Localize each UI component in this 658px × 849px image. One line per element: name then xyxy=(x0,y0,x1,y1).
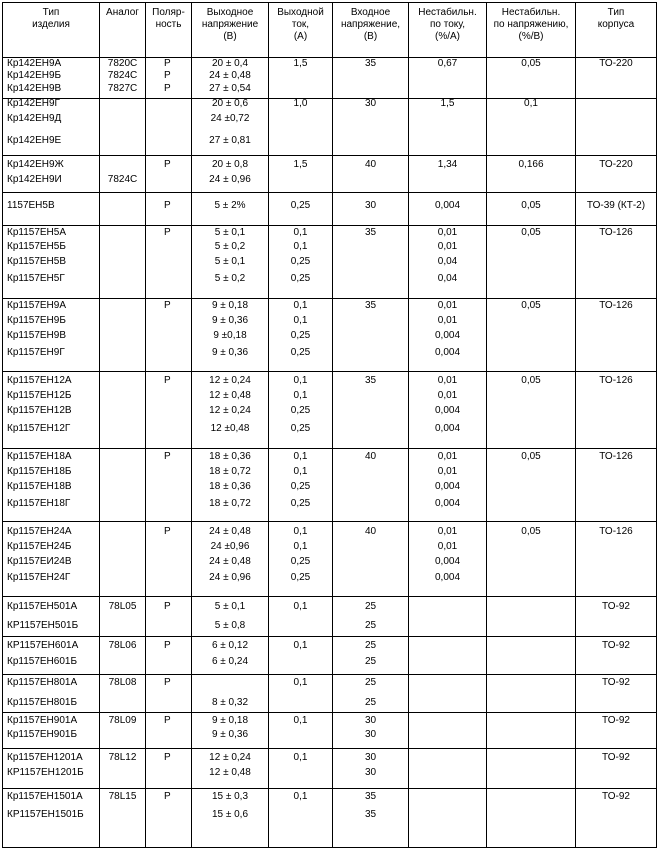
cell-polarity: Р xyxy=(164,70,171,81)
cell-polarity: Р xyxy=(164,791,171,802)
cell-analog: 78L12 xyxy=(108,752,137,763)
cell-vout: 24 ± 0,96 xyxy=(209,572,251,583)
cell-vout: 9 ±0,18 xyxy=(213,330,247,341)
cell-package: ТО-126 xyxy=(599,227,633,238)
cell-vout: 9 ± 0,18 xyxy=(211,300,249,311)
cell-load-reg: 0,004 xyxy=(434,498,461,509)
cell-type: Кр1157ЕН18Б xyxy=(7,466,72,477)
cell-vout: 20 ± 0,6 xyxy=(211,98,249,109)
cell-vin: 25 xyxy=(364,640,377,651)
cell-type: 1157ЕН5В xyxy=(7,200,55,211)
cell-iout: 0,1 xyxy=(293,601,308,612)
cell-line-reg: 0,166 xyxy=(518,159,544,170)
cell-load-reg: 0,67 xyxy=(437,58,458,69)
cell-load-reg: 0,01 xyxy=(437,375,458,386)
cell-type: Кр142ЕН9Ж xyxy=(7,159,64,170)
cell-vout: 12 ± 0,24 xyxy=(209,375,251,386)
cell-vin: 25 xyxy=(364,620,377,631)
cell-vout: 5 ± 0,1 xyxy=(214,601,246,612)
cell-iout: 0,25 xyxy=(290,481,311,492)
cell-package: ТО-92 xyxy=(602,601,630,612)
group-border-12 xyxy=(2,748,657,749)
cell-polarity: Р xyxy=(164,300,171,311)
cell-vin: 30 xyxy=(364,729,377,740)
cell-line-reg: 0,05 xyxy=(521,375,541,386)
cell-vout: 20 ± 0,4 xyxy=(211,58,249,69)
header-line: Выходной xyxy=(277,7,324,18)
cell-iout: 0,1 xyxy=(293,227,308,238)
cell-load-reg: 0,04 xyxy=(437,273,458,284)
cell-polarity: Р xyxy=(164,715,171,726)
header-line: (В) xyxy=(223,31,237,42)
cell-type: Кр142ЕН9И xyxy=(7,174,62,185)
cell-polarity: Р xyxy=(164,752,171,763)
cell-load-reg: 0,01 xyxy=(437,315,458,326)
cell-load-reg: 0,004 xyxy=(434,572,461,583)
cell-iout: 0,1 xyxy=(293,715,308,726)
cell-polarity: Р xyxy=(164,83,171,94)
cell-line-reg: 0,05 xyxy=(521,58,541,69)
header-line: (%/А) xyxy=(435,31,460,42)
cell-vin: 35 xyxy=(364,58,377,69)
cell-iout: 0,25 xyxy=(290,572,311,583)
cell-vin: 30 xyxy=(364,767,377,778)
cell-type: Кр142ЕН9В xyxy=(7,83,62,94)
column-line-9 xyxy=(656,2,657,848)
cell-type: Кр1157ЕН1501А xyxy=(7,791,83,802)
column-line-2 xyxy=(145,2,146,848)
header-line: (В) xyxy=(363,31,378,42)
cell-analog: 78L06 xyxy=(108,640,137,651)
cell-iout: 0,1 xyxy=(293,300,308,311)
cell-load-reg: 0,004 xyxy=(434,330,461,341)
cell-type: Кр1157ЕН24А xyxy=(7,526,72,537)
cell-vin: 35 xyxy=(364,809,377,820)
cell-vout: 6 ± 0,12 xyxy=(211,640,249,651)
cell-type: Кр1157ЕН5В xyxy=(7,256,67,267)
cell-vout: 27 ± 0,81 xyxy=(209,135,251,146)
cell-type: Кр1157ЕН9А xyxy=(7,300,67,311)
cell-type: Кр142ЕН9Г xyxy=(7,98,60,109)
cell-iout: 0,1 xyxy=(293,390,308,401)
cell-type: Кр1157ЕН12А xyxy=(7,375,72,386)
cell-iout: 0,1 xyxy=(293,466,308,477)
cell-vout: 9 ± 0,36 xyxy=(211,315,249,326)
cell-package: ТО-220 xyxy=(599,159,633,170)
cell-analog: 78L15 xyxy=(108,791,137,802)
header-line: Тип xyxy=(607,7,625,18)
cell-analog: 78L05 xyxy=(108,601,137,612)
cell-type: КР1157ЕН1501Б xyxy=(7,809,84,820)
cell-iout: 0,25 xyxy=(290,256,311,267)
cell-load-reg: 0,01 xyxy=(437,390,458,401)
header-cell-8 xyxy=(576,7,656,31)
cell-iout: 0,1 xyxy=(293,541,308,552)
column-line-0 xyxy=(2,2,3,848)
cell-package: ТО-126 xyxy=(599,375,633,386)
header-cell-1 xyxy=(100,7,145,19)
cell-type: Кр1157ЕН5Г xyxy=(7,273,65,284)
cell-type: Кр1157ЕН5Б xyxy=(7,241,66,252)
cell-package: ТО-126 xyxy=(599,300,633,311)
cell-iout: 0,1 xyxy=(293,315,308,326)
cell-package: ТО-220 xyxy=(599,58,633,69)
cell-type: Кр1157ЕН801Б xyxy=(7,697,78,708)
header-line: напряжение, xyxy=(340,19,401,30)
cell-vin: 40 xyxy=(364,451,377,462)
cell-vout: 5 ± 0,2 xyxy=(214,241,246,252)
cell-type: Кр1157ЕН5А xyxy=(7,227,67,238)
cell-polarity: Р xyxy=(164,58,171,69)
cell-package: ТО-92 xyxy=(602,791,630,802)
cell-analog: 7824С xyxy=(107,174,138,185)
cell-vout: 9 ± 0,18 xyxy=(211,715,249,726)
cell-vout: 5 ± 0,8 xyxy=(214,620,246,631)
cell-iout: 0,25 xyxy=(290,330,311,341)
group-border-8 xyxy=(2,596,657,597)
cell-vout: 12 ± 0,24 xyxy=(209,405,251,416)
cell-vout: 12 ± 0,48 xyxy=(209,390,251,401)
header-cell-4 xyxy=(269,7,332,43)
cell-analog: 7820С xyxy=(107,58,138,69)
header-cell-0 xyxy=(3,7,99,31)
cell-polarity: Р xyxy=(164,601,171,612)
cell-iout: 0,25 xyxy=(290,405,311,416)
group-border-2 xyxy=(2,192,657,193)
cell-type: Кр1157ЕН801А xyxy=(7,677,78,688)
cell-vout: 18 ± 0,36 xyxy=(209,481,251,492)
cell-type: Кр1157ЕН501А xyxy=(7,601,78,612)
cell-iout: 0,25 xyxy=(290,556,311,567)
cell-load-reg: 1,34 xyxy=(437,159,458,170)
cell-type: Кр1157ЕН901Б xyxy=(7,729,78,740)
header-line: (%/В) xyxy=(518,31,544,42)
cell-iout: 0,1 xyxy=(293,677,308,688)
header-cell-6 xyxy=(409,7,486,43)
header-line: изделия xyxy=(32,19,70,30)
cell-line-reg: 0,05 xyxy=(521,451,541,462)
group-border-14 xyxy=(2,847,657,848)
cell-type: Кр1157ЕН12Б xyxy=(7,390,72,401)
group-border-4 xyxy=(2,298,657,299)
cell-vin: 35 xyxy=(364,375,377,386)
group-border-5 xyxy=(2,371,657,372)
cell-type: Кр142ЕН9А xyxy=(7,58,62,69)
cell-vin: 35 xyxy=(364,300,377,311)
cell-type: Кр1157ЕН18А xyxy=(7,451,72,462)
cell-iout: 0,25 xyxy=(290,498,311,509)
header-line: Тип xyxy=(42,7,60,18)
cell-vout: 24 ± 0,48 xyxy=(209,556,251,567)
cell-load-reg: 0,004 xyxy=(434,200,461,211)
header-line: Нестабильн. xyxy=(418,7,477,18)
cell-line-reg: 0,1 xyxy=(524,98,538,109)
cell-load-reg: 1,5 xyxy=(440,98,455,109)
cell-type: КР1157ЕН601А xyxy=(7,640,79,651)
cell-type: Кр1157ЕН601Б xyxy=(7,656,78,667)
cell-load-reg: 0,01 xyxy=(437,241,458,252)
cell-iout: 1,5 xyxy=(293,58,308,69)
cell-vin: 35 xyxy=(364,791,377,802)
cell-load-reg: 0,01 xyxy=(437,300,458,311)
cell-vout: 5 ± 0,1 xyxy=(214,256,246,267)
cell-polarity: Р xyxy=(164,375,171,386)
cell-vout: 24 ± 0,48 xyxy=(209,526,251,537)
header-cell-2 xyxy=(146,7,191,31)
cell-line-reg: 0,05 xyxy=(521,227,541,238)
header-line: ность xyxy=(155,19,182,30)
cell-analog: 7827С xyxy=(107,83,138,94)
cell-vout: 18 ± 0,72 xyxy=(209,498,251,509)
cell-vout: 18 ± 0,72 xyxy=(209,466,251,477)
cell-vin: 25 xyxy=(364,697,377,708)
cell-type: Кр1157ЕН24Г xyxy=(7,572,71,583)
cell-vin: 30 xyxy=(364,752,377,763)
cell-iout: 0,1 xyxy=(293,451,308,462)
group-border-13 xyxy=(2,788,657,789)
cell-vin: 40 xyxy=(364,526,377,537)
header-line: Нестабильн. xyxy=(501,7,561,18)
cell-type: Кр1157ЕН24Б xyxy=(7,541,72,552)
cell-line-reg: 0,05 xyxy=(521,300,541,311)
cell-type: Кр1157ЕН1201А xyxy=(7,752,83,763)
cell-vin: 30 xyxy=(364,200,377,211)
cell-iout: 0,25 xyxy=(290,200,311,211)
cell-vout: 12 ± 0,24 xyxy=(209,752,251,763)
cell-polarity: Р xyxy=(164,159,171,170)
cell-iout: 1,0 xyxy=(293,98,308,109)
cell-type: Кр1157ЕН18Г xyxy=(7,498,71,509)
table-top-border xyxy=(2,2,657,3)
header-cell-3 xyxy=(192,7,268,43)
cell-vout: 18 ± 0,36 xyxy=(209,451,251,462)
cell-line-reg: 0,05 xyxy=(521,200,541,211)
cell-line-reg: 0,05 xyxy=(521,526,541,537)
cell-type: КР1157ЕН501Б xyxy=(7,620,79,631)
header-line: Аналог xyxy=(106,7,139,18)
cell-vout: 5 ± 2% xyxy=(214,200,246,211)
cell-type: Кр142ЕН9Б xyxy=(7,70,62,81)
cell-type: Кр1157ЕН12Г xyxy=(7,423,71,434)
group-border-7 xyxy=(2,521,657,522)
header-line: Входное xyxy=(350,7,391,18)
cell-polarity: Р xyxy=(164,677,171,688)
cell-iout: 0,25 xyxy=(290,347,311,358)
cell-package: ТО-92 xyxy=(602,640,630,651)
cell-package: ТО-92 xyxy=(602,715,630,726)
cell-load-reg: 0,01 xyxy=(437,541,458,552)
cell-vout: 24 ± 0,96 xyxy=(209,174,251,185)
cell-polarity: Р xyxy=(164,640,171,651)
cell-type: Кр1157ЕН9Г xyxy=(7,347,65,358)
header-line: (А) xyxy=(293,31,308,42)
cell-load-reg: 0,01 xyxy=(437,466,458,477)
header-line: Выходное xyxy=(206,7,254,18)
cell-load-reg: 0,04 xyxy=(437,256,458,267)
cell-type: Кр142ЕН9Е xyxy=(7,135,62,146)
cell-vout: 12 ± 0,48 xyxy=(209,767,251,778)
cell-vin: 30 xyxy=(364,715,377,726)
cell-iout: 0,25 xyxy=(290,423,311,434)
cell-load-reg: 0,004 xyxy=(434,405,461,416)
group-border-10 xyxy=(2,674,657,675)
cell-vout: 24 ±0,72 xyxy=(210,113,250,124)
cell-vout: 5 ± 0,2 xyxy=(214,273,246,284)
cell-vin: 25 xyxy=(364,677,377,688)
cell-package: ТО-92 xyxy=(602,752,630,763)
cell-package: ТО-126 xyxy=(599,526,633,537)
group-border-1 xyxy=(2,155,657,156)
cell-load-reg: 0,01 xyxy=(437,526,458,537)
cell-analog: 78L09 xyxy=(108,715,137,726)
cell-type: Кр1157ЕН12В xyxy=(7,405,72,416)
cell-vout: 15 ± 0,3 xyxy=(211,791,249,802)
cell-vout: 24 ± 0,48 xyxy=(209,70,251,81)
cell-vout: 27 ± 0,54 xyxy=(209,83,251,94)
cell-vin: 35 xyxy=(364,227,377,238)
header-cell-5 xyxy=(333,7,408,43)
cell-iout: 0,1 xyxy=(293,791,308,802)
cell-vout: 8 ± 0,32 xyxy=(211,697,249,708)
cell-vout: 20 ± 0,8 xyxy=(211,159,249,170)
cell-package: ТО-92 xyxy=(602,677,630,688)
cell-vout: 24 ±0,96 xyxy=(210,541,250,552)
cell-polarity: Р xyxy=(164,227,171,238)
cell-type: Кр1157ЕИ24В xyxy=(7,556,72,567)
cell-type: Кр1157ЕН9В xyxy=(7,330,67,341)
cell-polarity: Р xyxy=(164,451,171,462)
group-border-3 xyxy=(2,225,657,226)
cell-vin: 30 xyxy=(364,98,377,109)
cell-vout: 9 ± 0,36 xyxy=(211,347,249,358)
cell-iout: 0,1 xyxy=(293,752,308,763)
cell-iout: 1,5 xyxy=(293,159,308,170)
cell-iout: 0,25 xyxy=(290,273,311,284)
cell-polarity: Р xyxy=(164,526,171,537)
cell-load-reg: 0,01 xyxy=(437,451,458,462)
cell-polarity: Р xyxy=(164,200,171,211)
cell-vout: 15 ± 0,6 xyxy=(211,809,249,820)
group-border-11 xyxy=(2,712,657,713)
header-line: по напряжению, xyxy=(493,19,569,30)
cell-type: Кр1157ЕН901А xyxy=(7,715,78,726)
cell-type: КР1157ЕН1201Б xyxy=(7,767,84,778)
group-border-9 xyxy=(2,636,657,637)
cell-iout: 0,1 xyxy=(293,640,308,651)
header-line: по току, xyxy=(429,19,466,30)
cell-vout: 9 ± 0,36 xyxy=(211,729,249,740)
cell-analog: 78L08 xyxy=(108,677,137,688)
cell-load-reg: 0,004 xyxy=(434,423,461,434)
header-line: напряжение xyxy=(201,19,259,30)
cell-iout: 0,1 xyxy=(293,526,308,537)
cell-type: Кр1157ЕН18В xyxy=(7,481,72,492)
cell-vout: 6 ± 0,24 xyxy=(211,656,249,667)
cell-analog: 7824С xyxy=(107,70,138,81)
cell-vin: 25 xyxy=(364,601,377,612)
header-line: ток, xyxy=(291,19,310,30)
cell-load-reg: 0,004 xyxy=(434,347,461,358)
header-cell-7 xyxy=(487,7,575,43)
cell-package: ТО-126 xyxy=(599,451,633,462)
header-line: корпуса xyxy=(597,19,635,30)
cell-load-reg: 0,004 xyxy=(434,481,461,492)
cell-iout: 0,1 xyxy=(293,241,308,252)
cell-package: ТО-39 (КТ-2) xyxy=(586,200,646,211)
column-line-7 xyxy=(486,2,487,848)
cell-type: Кр142ЕН9Д xyxy=(7,113,62,124)
group-border-6 xyxy=(2,448,657,449)
cell-load-reg: 0,01 xyxy=(437,227,458,238)
cell-type: Кр1157ЕН9Б xyxy=(7,315,66,326)
cell-iout: 0,1 xyxy=(293,375,308,386)
header-line: Поляр- xyxy=(152,7,185,18)
cell-load-reg: 0,004 xyxy=(434,556,461,567)
cell-vout: 5 ± 0,1 xyxy=(214,227,246,238)
cell-vin: 40 xyxy=(364,159,377,170)
cell-vout: 12 ±0,48 xyxy=(210,423,250,434)
cell-vin: 25 xyxy=(364,656,377,667)
